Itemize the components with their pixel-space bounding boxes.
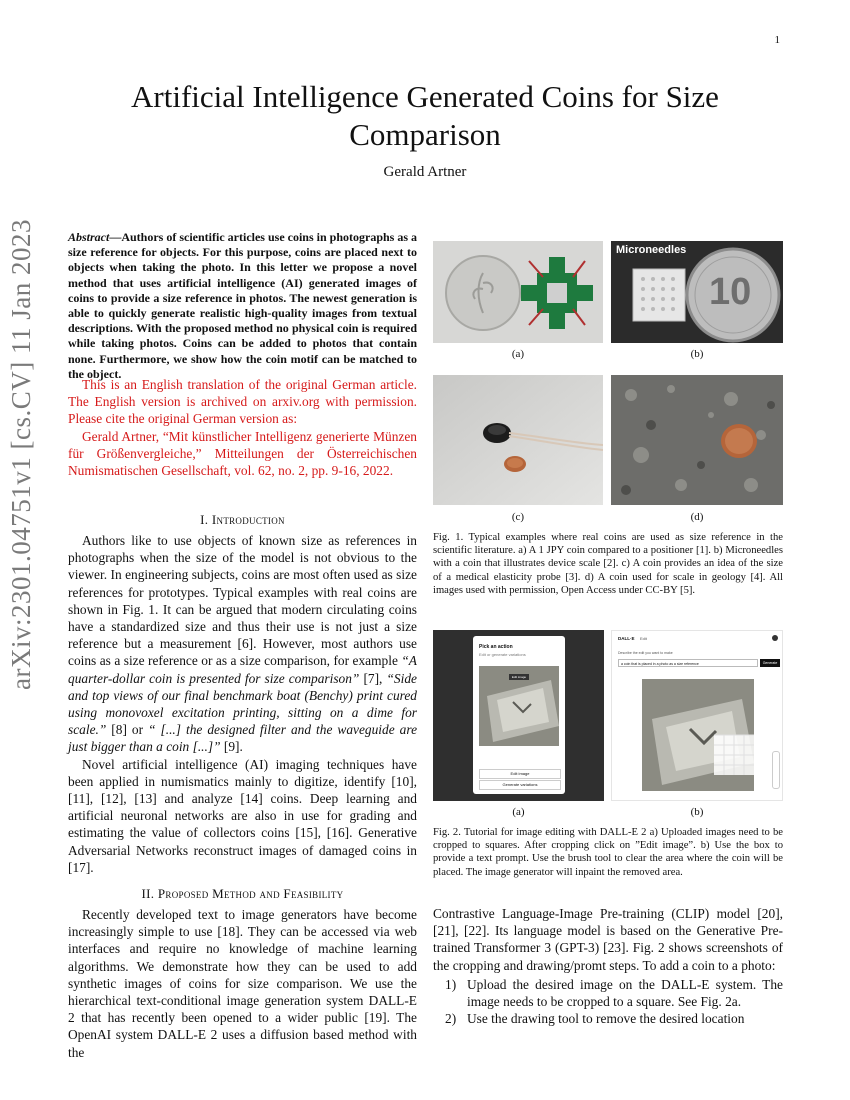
translation-note-p1: This is an English translation of the original German article. The English version is archived on arxiv.org with permission. Please cite the original German version as: [68,377,417,427]
section-heading-introduction: I. Introduction [200,512,285,527]
intro-paragraph-2: Novel artificial intelligence (AI) imaging techniques have been applied in numismatics mainly to digitize, identify [10], [11], [12], [13] and analyze [14] coins. Deep learning and artificial neuronal networks are also in use for grading and estimating the value of collectors coins [15], [16]. Generative Adversarial Networks reconstruct images of damaged coins in [17]. [68,756,417,875]
avatar[interactable] [772,635,778,641]
method-paragraph-1: Recently developed text to image generators have become increasingly simple to use [18]. They can be accessed via web interfaces and require no knowledge of machine learning algorithms. We demonstrate how they can be used to add synthetic images of coins for size comparison. We use the hierarchical text-conditional image generation system DALL-E 2 that has recently been opened to a wider public [19]. The OpenAI system DALL-E 2 uses a diffusion based method with the [68,907,417,1060]
zoom-toolbar[interactable] [772,751,780,789]
intro-p1-text-d: [9]. [220,739,243,755]
app-name: DALL·E [618,636,635,641]
fig2b-screenshot [611,630,783,801]
arxiv-stamp: arXiv:2301.04751v1 [cs.CV] 11 Jan 2023 [6,219,36,690]
fig1a-image [433,241,603,343]
fig1d-image [611,375,783,505]
introduction-body [68,532,417,876]
quote-1: “A quarter-dollar coin is presented for size comparison” [68,653,417,686]
intro-p1-text-a: Authors like to use objects of known size as references in photographs when the size of the model is not obvious to the viewer. In engineering subjects, coins are most often used as size references for prototypes. Typical examples with real coins are shown in Fig. 1. It can be argued that modern circulating coins have a standardized size and thus their use is not just a size reference but a measurement [6]. However, most authors use coins as a size reference or as a size comparison, for example [68,533,417,669]
prompt-hint: Describe the edit you want to make [618,651,673,655]
step-1-number: 1) [445,976,457,992]
prompt-input[interactable]: a coin that is placed in a photo as a size reference [618,659,758,667]
method-body [68,906,417,1061]
method-step-2 [433,1010,783,1027]
paper-author: Gerald Artner [383,164,467,180]
dialog-subtitle: Edit or generate variations [479,652,526,657]
fig1b-overlay-label: Microneedles [616,244,687,256]
fig1a-label: (a) [511,348,525,360]
intro-paragraph-1 [68,532,417,756]
method-paragraph-continued: Contrastive Language-Image Pre-training (CLIP) model [20], [21], [22]. Its language model is based on the Generative Pre-trained Transformer 3 (GPT-3) [23]. Fig. 2 shows screenshots of the cropping and drawing/promt steps. To add a coin to a photo: [433,906,783,973]
dialog-title: Pick an action [479,644,513,650]
fig2-caption: Fig. 2. Tutorial for image editing with DALL-E 2 a) Uploaded images need to be cropped to squares. After cropping click on ”Edit image”. b) Use the box to provide a text prompt. Use the brush tool to clear the area where the coin will be placed. The image generator will inpaint the removed area. [433,827,783,878]
method-step-1 [433,976,783,1010]
fig1c-image [433,375,603,505]
intro-p1-text-b: [7], [359,670,387,686]
fig2a-label: (a) [512,806,525,818]
fig1c-label: (c) [511,511,525,523]
edit-canvas[interactable] [642,679,754,791]
section-heading-method: II. Proposed Method and Feasibility [141,886,344,901]
fig1b-label: (b) [690,348,704,360]
edit-image-button[interactable]: Edit image [479,769,561,779]
abstract-label: Abstract [68,230,110,244]
step-2-number: 2) [445,1011,457,1027]
abstract-text: —Authors of scientific articles use coins in photographs as a size reference for objects. For this purpose, coins are placed next to objects when taking the photo. In this letter we propose a novel method that uses artificial intelligence (AI) generated images of coins to provide a size reference in photos. The newest generation is able to quickly generate realistic high-quality images from textual descriptions. With the proposed method no physical coin is required while taking photos. Coins can be added to photos that contain none. Furthermore, we show how the coin motif can be matched to the object. [68,230,418,381]
fig1-caption: Fig. 1. Typical examples where real coins are used as size reference in the scientific literature. a) A 1 JPY coin compared to a positioner [1]. b) Microneedles with a coin that illustrates device scale [2]. c) A coin provides an idea of the size of a medical elasticity probe [3]. d) A coin used for scale in geology [4]. All images used with permission, Open Access under CC-BY [5]. [433,532,783,596]
preview-edit-button[interactable]: Edit image [509,674,529,680]
fig1b-coin-value: 10 [709,271,752,313]
action-dialog [473,636,565,794]
method-steps-list [433,976,783,1028]
abstract [68,230,417,382]
method-body-continued [433,905,783,1027]
intro-p1-text-c: [8] or [106,722,149,738]
fig2b-label: (b) [690,806,704,818]
page-number: 1 [774,34,780,46]
step-1-text: Upload the desired image on the DALL-E system. The image needs to be cropped to a square. See Fig. 2a. [467,976,783,1010]
fig2a-screenshot [433,630,604,801]
quote-3: “ [...] the designed filter and the waveguide are just bigger than a coin [...]” [68,722,418,755]
fig1d-label: (d) [690,511,704,523]
generate-button[interactable]: Generate [760,659,780,667]
fig1b-image [611,241,783,343]
translation-note [68,376,417,479]
paper-title: Artificial Intelligence Generated Coins for Size Comparison [131,79,719,152]
step-2-text: Use the drawing tool to remove the desired location [467,1011,745,1027]
quote-2: “Side and top views of our final benchmark boat (Benchy) print cured using monovoxel excitation printing, sitting on a dime for scale.” [68,670,417,738]
app-tab[interactable]: Edit [640,636,647,641]
translation-note-citation: Gerald Artner, “Mit künstlicher Intelligenz generierte Münzen für Größenvergleiche,” Mitteilungen der Österreichischen Numismatischen Gesellschaft, vol. 62, no. 2, pp. 9-16, 2022. [68,428,417,479]
generate-variations-button[interactable]: Generate variations [479,780,561,790]
